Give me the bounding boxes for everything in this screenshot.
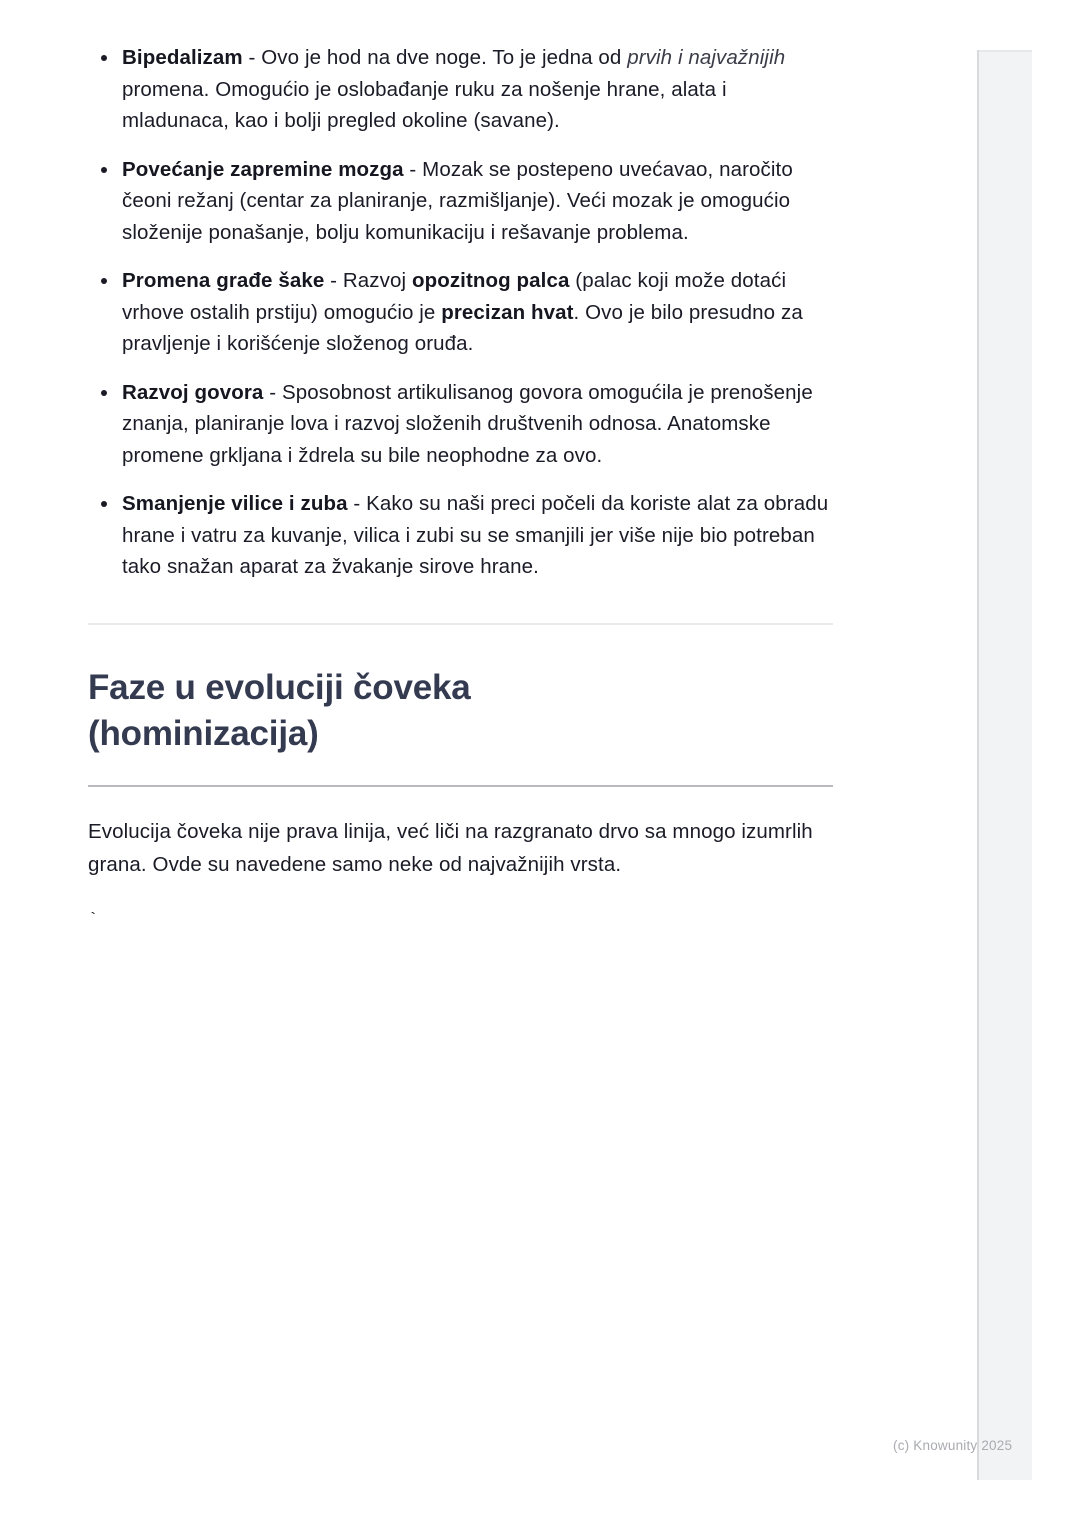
- list-item: [88, 377, 833, 472]
- list-item-dash: -: [403, 157, 423, 181]
- list-item: [88, 265, 833, 360]
- evolution-traits-list: [88, 42, 833, 583]
- list-item-strong-opozitni-palac: opozitnog palca: [411, 269, 570, 292]
- section-heading-line-2: (hominizacija): [88, 713, 319, 753]
- footer-watermark: (c) Knowunity 2025: [893, 1438, 1013, 1453]
- list-item-dash: -: [242, 46, 262, 69]
- stray-backtick-text: `: [88, 910, 99, 930]
- list-item-term: Smanjenje vilice i zuba: [122, 492, 348, 515]
- bullet-dot-icon: [101, 278, 107, 284]
- document-content: [88, 42, 833, 931]
- list-item-body-b: . Ovo je bilo presudno za pravljenje i korišćenje složenog oruđa.: [122, 300, 803, 355]
- list-item-body-a: Razvoj: [342, 269, 412, 292]
- list-item-body-b: promena. Omogućio je oslobađanje ruku za nošenje hrane, alata i mladunaca, kao i bolji pregled okoline (savane).: [122, 77, 727, 132]
- bullet-dot-icon: [101, 167, 107, 173]
- divider-above-heading: [88, 623, 833, 625]
- list-item-term: Bipedalizam: [122, 46, 243, 69]
- section-heading-line-1: Faze u evoluciji čoveka: [88, 667, 471, 707]
- list-item-dash: -: [324, 269, 343, 292]
- list-item-body-a: Sposobnost artikulisanog govora omogućila je prenošenje znanja, planiranje lova i razvoj složenih društvenih odnosa. Anatomske promene grkljana i ždrela su bile neophodne za ovo.: [122, 380, 813, 467]
- divider-below-heading: [88, 785, 833, 787]
- list-item-body-mid: (palac koji može dotaći vrhove ostalih prstiju) omogućio je: [122, 269, 787, 324]
- list-item: [88, 154, 833, 249]
- bullet-dot-icon: [101, 55, 107, 61]
- list-item: [88, 42, 833, 137]
- list-item: [88, 488, 833, 583]
- bullet-dot-icon: [101, 390, 107, 396]
- section-intro-paragraph: Evolucija čoveka nije prava linija, već liči na razgranato drvo sa mnogo izumrlih grana. Ovde su navedene samo neke od najvažnijih vrsta.: [88, 819, 813, 876]
- list-item-body-a: Ovo je hod na dve noge. To je jedna od: [261, 46, 628, 69]
- list-item-emphasis: prvih i najvažnijih: [627, 46, 786, 69]
- list-item-body-a: Kako su naši preci počeli da koriste alat za obradu hrane i vatru za kuvanje, vilica i zubi su se smanjili jer više nije bio potreban tako snažan aparat za žvakanje sirove hrane.: [122, 492, 829, 578]
- page-gutter-strip: [977, 50, 1032, 1480]
- list-item-body-a: Mozak se postepeno uvećavao, naročito čeoni režanj (centar za planiranje, razmišljanje). Veći mozak je omogućio složenije ponašanje, bolju komunikaciju i rešavanje problema.: [122, 157, 793, 244]
- list-item-dash: -: [263, 380, 282, 404]
- list-item-term: Razvoj govora: [122, 380, 264, 404]
- list-item-strong-precizan-hvat: precizan hvat: [441, 300, 574, 324]
- section-heading: [88, 665, 833, 757]
- list-item-term: Promena građe šake: [122, 269, 325, 292]
- list-item-term: Povećanje zapremine mozga: [122, 157, 404, 181]
- list-item-dash: -: [347, 492, 367, 515]
- bullet-dot-icon: [101, 501, 107, 507]
